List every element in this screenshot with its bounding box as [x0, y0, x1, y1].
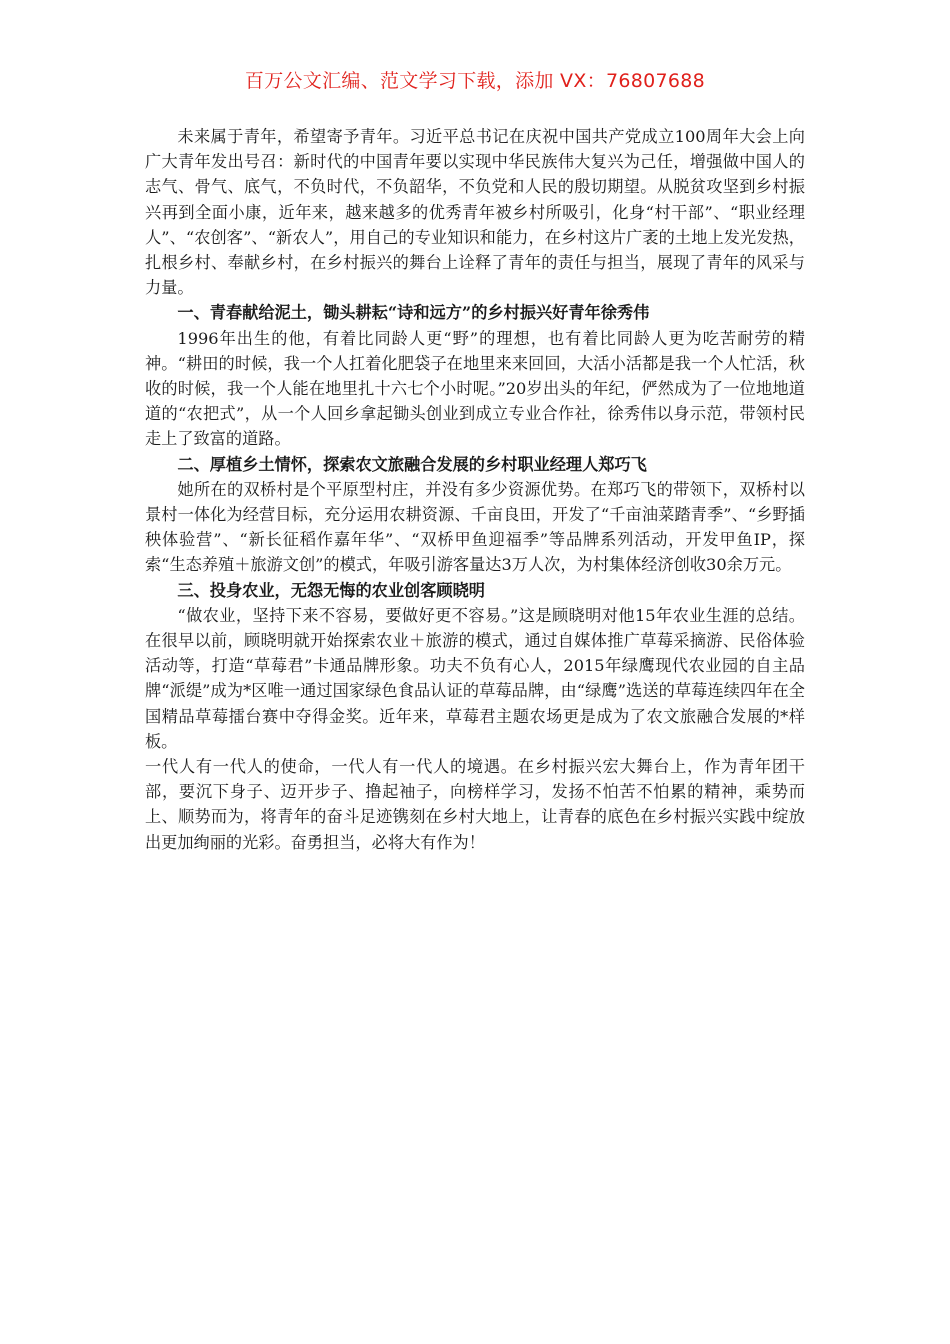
section-1-heading: 一、青春献给泥土，锄头耕耘“诗和远方”的乡村振兴好青年徐秀伟: [177, 303, 650, 323]
article-body: [145, 124, 805, 855]
closing-paragraph: 一代人有一代人的使命，一代人有一代人的境遇。在乡村振兴宏大舞台上，作为青年团干部，要沉下身子、迈开步子、撸起袖子，向榜样学习，发扬不怕苦不怕累的精神，乘势而上、顺势而为，将青年的奋斗足迹镌刻在乡村大地上，让青春的底色在乡村振兴实践中绽放出更加绚丽的光彩。奋勇担当，必将大有作为！: [145, 757, 805, 852]
section-2-paragraph: 她所在的双桥村是个平原型村庄，并没有多少资源优势。在郑巧飞的带领下，双桥村以景村一体化为经营目标，充分运用农耕资源、千亩良田，开发了“千亩油菜踏青季”、“乡野插秧体验营”、“新长征稻作嘉年华”、“双桥甲鱼迎福季”等品牌系列活动，开发甲鱼IP，探索“生态养殖＋旅游文创”的模式，年吸引游客量达3万人次，为村集体经济创收30余万元。: [145, 479, 805, 575]
section-3-paragraph: “做农业，坚持下来不容易，要做好更不容易。”这是顾晓明对他15年农业生涯的总结。在很早以前，顾晓明就开始探索农业＋旅游的模式，通过自媒体推广草莓采摘游、民俗体验活动等，打造“草莓君”卡通品牌形象。功夫不负有心人，2015年绿鹰现代农业园的自主品牌“派缇”成为*区唯一通过国家绿色食品认证的草莓品牌，由“绿鹰”选送的草莓连续四年在全国精品草莓擂台赛中夺得金奖。近年来，草莓君主题农场更是成为了农文旅融合发展的*样板。: [145, 605, 805, 751]
promo-banner: 百万公文汇编、范文学习下载，添加 VX：76807688: [244, 70, 706, 92]
section-1-paragraph: 1996年出生的他，有着比同龄人更“野”的理想，也有着比同龄人更为吃苦耐劳的精神。“耕田的时候，我一个人扛着化肥袋子在地里来来回回，大活小活都是我一个人忙活，秋收的时候，我一个人能在地里扎十六七个小时呢。”20岁出头的年纪，俨然成为了一位地地道道的“农把式”，从一个人回乡拿起锄头创业到成立专业合作社，徐秀伟以身示范，带领村民走上了致富的道路。: [145, 328, 805, 449]
intro-paragraph: 未来属于青年，希望寄予青年。习近平总书记在庆祝中国共产党成立100周年大会上向广大青年发出号召：新时代的中国青年要以实现中华民族伟大复兴为己任，增强做中国人的志气、骨气、底气，不负时代，不负韶华，不负党和人民的殷切期望。从脱贫攻坚到乡村振兴再到全面小康，近年来，越来越多的优秀青年被乡村所吸引，化身“村干部”、“职业经理人”、“农创客”、“新农人”，用自己的专业知识和能力，在乡村这片广袤的土地上发光发热，扎根乡村、奉献乡村，在乡村振兴的舞台上诠释了青年的责任与担当，展现了青年的风采与力量。: [145, 127, 805, 298]
section-2-heading: 二、厚植乡土情怀，探索农文旅融合发展的乡村职业经理人郑巧飞: [177, 454, 647, 474]
section-3-heading: 三、投身农业，无怨无悔的农业创客顾晓明: [177, 580, 485, 600]
